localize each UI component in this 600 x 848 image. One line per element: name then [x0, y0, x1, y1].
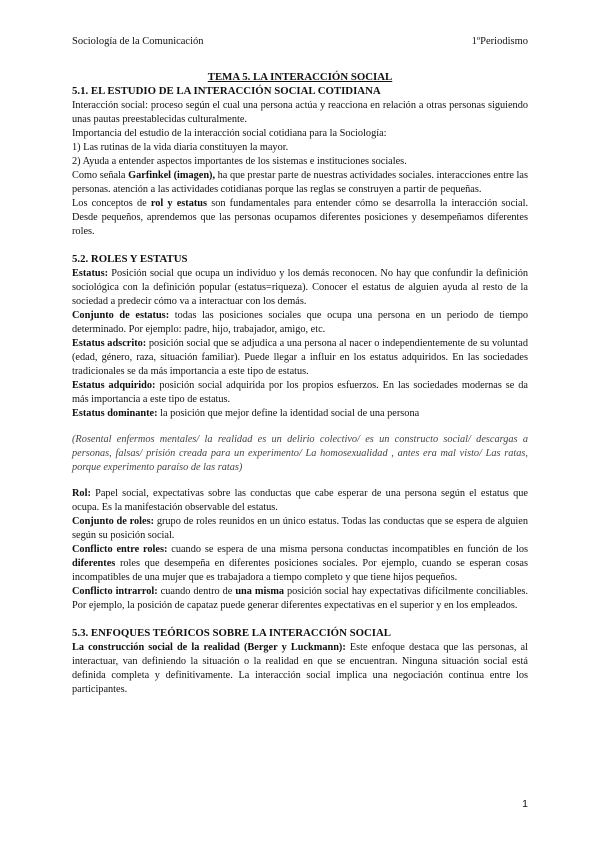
text: Los conceptos de — [72, 198, 151, 209]
paragraph-construccion-social — [72, 641, 528, 697]
text: ha que prestar parte de nuestras actividades sociales. interacciones entre las personas. atención a las actividades cotidianas porque las reglas se construyen a partir de pequeñas. — [72, 170, 528, 195]
bold-term: Rol: — [72, 488, 91, 499]
paragraph-estatus — [72, 267, 528, 309]
bold-term: Garfinkel (imagen), — [128, 170, 216, 181]
text: cuando dentro de — [157, 586, 236, 597]
spacer — [72, 475, 528, 487]
paragraph-conjunto-roles — [72, 515, 528, 543]
bold-term: Conflicto entre roles: — [72, 544, 168, 555]
paragraph-rol — [72, 487, 528, 515]
bold-term: Conjunto de estatus: — [72, 310, 170, 321]
section-heading-5-1: 5.1. EL ESTUDIO DE LA INTERACCIÓN SOCIAL COTIDIANA — [72, 85, 381, 97]
text: grupo de roles reunidos en un único estatus. Todas las conductas que se espera de alguien según su posición social. — [72, 516, 528, 541]
bold-term: Estatus: — [72, 268, 109, 279]
list-item-2: 2) Ayuda a entender aspectos importantes de los sistemas e instituciones sociales. — [72, 156, 407, 167]
bold-term: diferentes — [72, 558, 116, 569]
text: Como señala — [72, 170, 129, 181]
bold-term: una misma — [235, 586, 285, 597]
bold-term: Conflicto intrarrol: — [72, 586, 158, 597]
paragraph-definition: Interacción social: proceso según el cual una persona actúa y reacciona en relación a otras personas siguiendo unas pautas preestablecidas culturalmente. — [72, 100, 528, 125]
text: Este enfoque destaca que las personas, al interactuar, van definiendo la situación o la realidad en que se encuentran. Ninguna situación social está definida completa y definitivamente. La interacción social implica una negociación continua entre los participantes. — [72, 642, 528, 695]
paragraph-conflicto-roles — [72, 543, 528, 585]
bold-term: Estatus adquirido: — [72, 380, 156, 391]
spacer — [72, 421, 528, 433]
paragraph-rol-estatus — [72, 197, 528, 239]
bold-term: Estatus adscrito: — [72, 338, 147, 349]
document-title: TEMA 5. LA INTERACCIÓN SOCIAL — [207, 71, 393, 83]
text: todas las posiciones sociales que ocupa una persona en un periodo de tiempo determinado. Por ejemplo: padre, hijo, trabajador, amigo, etc. — [72, 310, 528, 335]
header-degree: 1ºPeriodismo — [471, 36, 528, 47]
paragraph-conflicto-intrarrol — [72, 585, 528, 613]
text: posición social adquirida por los propios esfuerzos. En las sociedades modernas se da más importancia a este tipo de estatus. — [72, 380, 528, 405]
paragraph-importance: Importancia del estudio de la interacción social cotidiana para la Sociología: — [72, 128, 387, 139]
text: la posición que mejor define la identidad social de una persona — [157, 408, 420, 419]
document-body — [72, 70, 528, 697]
paragraph-estatus-adquirido — [72, 379, 528, 407]
text: posición social hay expectativas difícilmente conciliables. Por ejemplo, la posición de capataz puede generar diferentes expectativas en el superior y en los empleados. — [72, 586, 528, 611]
page-number: 1 — [522, 798, 528, 810]
paragraph-conjunto-estatus — [72, 309, 528, 337]
paragraph-estatus-adscrito — [72, 337, 528, 379]
text: roles que desempeña en diferentes posiciones sociales. Por ejemplo, cuando se esperan cosas incompatibles de una mujer que es trabajadora a tiempo completo y que tiene hijos pequeños. — [72, 558, 528, 583]
bold-term: Estatus dominante: — [72, 408, 158, 419]
bold-term: La construcción social de la realidad (Berger y Luckmann): — [72, 642, 346, 653]
text: son fundamentales para entender cómo se desarrolla la interacción social. Desde pequeños, aprendemos que las personas ocupamos diferentes posiciones y desempeñamos diferentes roles. — [72, 198, 529, 237]
paragraph-note: (Rosental enfermos mentales/ la realidad es un delirio colectivo/ es un constructo social/ descargas a personas, falsas/ prisión creada para un experimento/ La homosexualidad , antes era mal visto/ Las ratas, porque experimento paraíso de las ratas) — [72, 434, 528, 473]
header-course: Sociología de la Comunicación — [72, 36, 204, 47]
text: cuando se espera de una misma persona conductas incompatibles en función de los — [167, 544, 529, 555]
bold-term: Conjunto de roles: — [72, 516, 155, 527]
text: Posición social que ocupa un individuo y los demás reconocen. No hay que confundir la definición sociológica con la definición popular (estatus=riqueza). Conocer el estatus de alguien ayuda al resto de la sociedad a predecir cómo va a interactuar con los demás. — [72, 268, 528, 307]
section-heading-5-2: 5.2. ROLES Y ESTATUS — [72, 253, 188, 265]
list-item-1: 1) Las rutinas de la vida diaria constituyen la mayor. — [72, 142, 289, 153]
bold-term: rol y estatus — [150, 198, 208, 209]
page-header — [72, 36, 528, 50]
text: Papel social, expectativas sobre las conductas que cabe esperar de una persona según el estatus que ocupa. Es la manifestación observable del estatus. — [72, 488, 528, 513]
paragraph-estatus-dominante — [72, 407, 528, 421]
paragraph-garfinkel — [72, 169, 528, 197]
section-heading-5-3: 5.3. ENFOQUES TEÓRICOS SOBRE LA INTERACCIÓN SOCIAL — [72, 627, 391, 639]
text: posición social que se adjudica a una persona al nacer o independientemente de su voluntad (edad, género, raza, situación familiar). Puede llegar a influir en los estatus adquiridos. En las sociedades tradicionales se da más importancia a este tipo de estatus. — [72, 338, 528, 377]
